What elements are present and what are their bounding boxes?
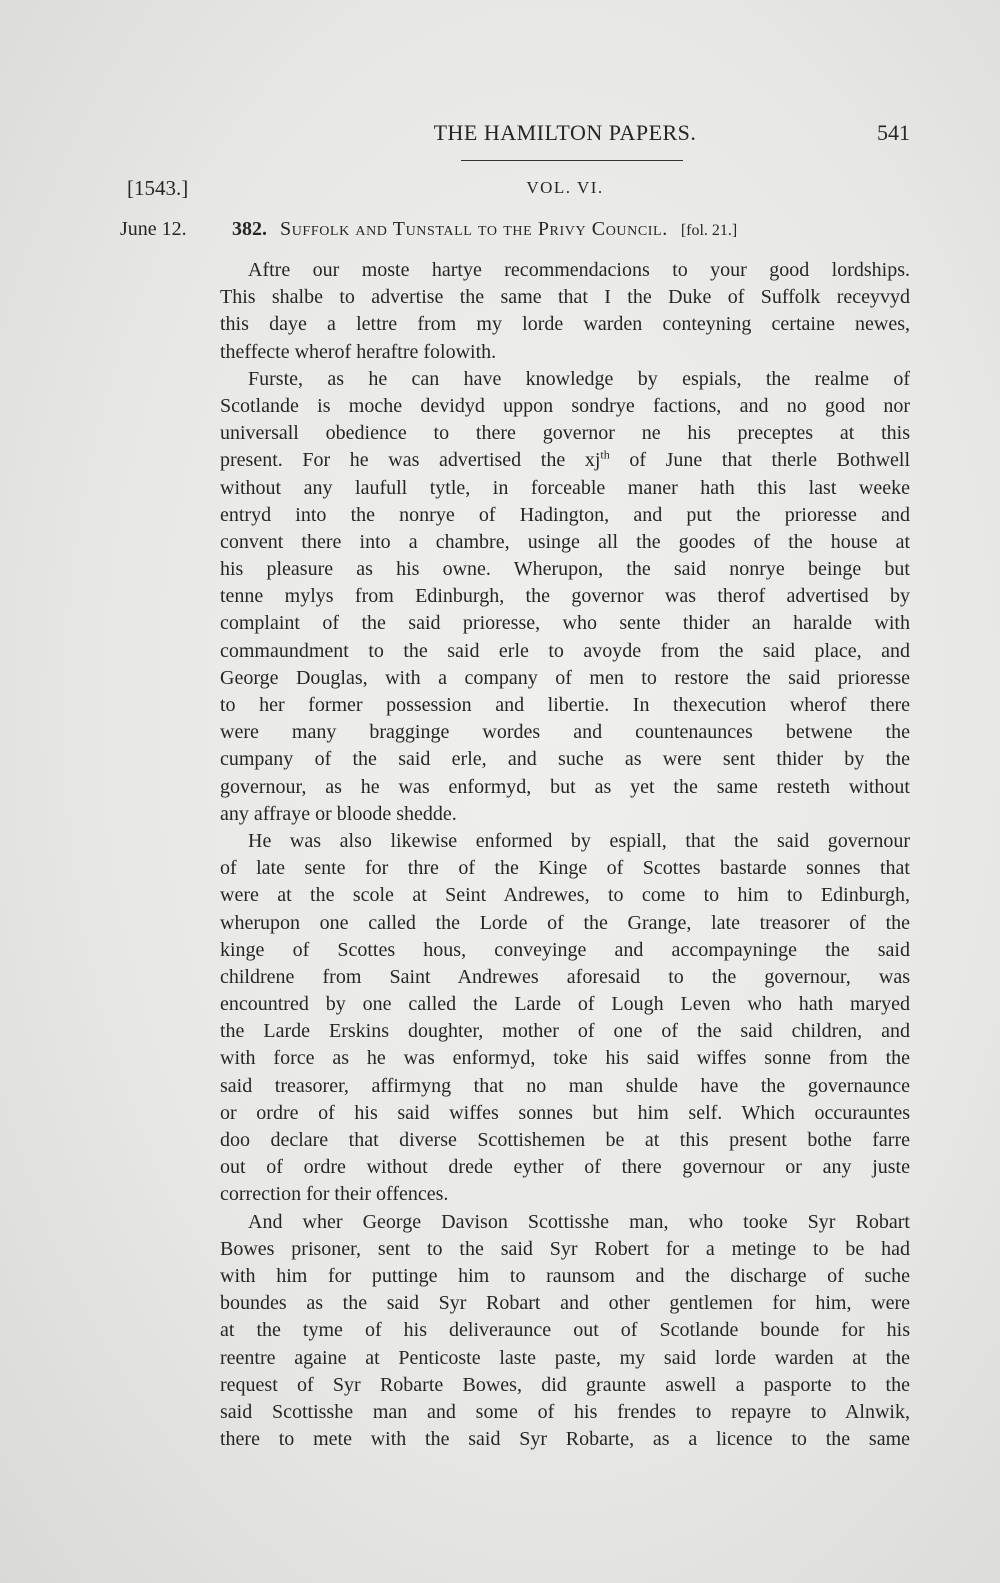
text-line: doo declare that diverse Scottishemen be at this present bothe farre [220,1129,910,1151]
text-line: wherupon one called the Lorde of the Grange, late treasorer of the [220,911,910,934]
text-line: tenne mylys from Edinburgh, the governor was therof advertised by [220,585,910,608]
text-line: with him for puttinge him to raunsom and the discharge of suche [220,1264,910,1287]
text-line: childrene from Saint Andrewes aforesaid to the governour, was [220,965,910,988]
text-line: boundes as the said Syr Robart and other gentlemen for him, were [220,1292,910,1315]
paragraph-2 [220,366,910,828]
running-head [220,120,910,150]
text-line: universall obedience to there governor ne his preceptes at this [220,422,910,445]
text-line: were many bragginge wordes and countenaunces betwene the [220,721,910,744]
entry-heading [232,218,912,241]
text-line: were at the scole at Seint Andrewes, to come to him to Edinburgh, [220,884,910,907]
year-margin-note: [1543.] [127,176,189,200]
text-line: theffecte wherof heraftre folowith. [220,340,497,363]
text-line: of late sente for thre of the Kinge of Scottes bastarde sonnes that [220,857,910,880]
text-line: there to mete with the said Syr Robarte, as a licence to the same [220,1428,910,1451]
text-line: without any laufull tytle, in forceable maner hath this last weeke [220,476,910,499]
text-line: any affraye or bloode shedde. [220,802,457,825]
page-number: 541 [877,120,910,145]
text-line: And wher George Davison Scottisshe man, who tooke Syr Robart [248,1210,910,1233]
text-line: George Douglas, with a company of men to restore the said prioresse [220,666,910,689]
entry-date: June 12. [120,218,187,240]
text-line: Scotlande is moche devidyd uppon sondrye factions, and no good nor [220,394,910,417]
text-line: convent there into a chambre, usinge all the goodes of the house at [220,530,910,553]
text-fragment: present. For he was advertised the xj [220,449,601,472]
folio-reference: [fol. 21.] [680,222,738,239]
text-line: kinge of Scottes hous, conveyinge and accompayninge the said [220,938,910,961]
text-line: reentre againe at Penticoste laste paste, my said lorde warden at the [220,1346,910,1369]
text-line: He was also likewise enformed by espiall, that the said governour [248,829,910,852]
text-line: to her former possession and libertie. In thexecution wherof there [220,694,910,716]
text-line: complaint of the said prioresse, who sente thider an haralde with [220,612,910,635]
running-title: THE HAMILTON PAPERS. [433,120,697,145]
text-line: entryd into the nonrye of Hadington, and put the prioresse and [220,503,910,526]
volume-label: VOL. VI. [526,178,604,197]
header-rule [461,160,683,161]
superscript: th [600,447,610,462]
paragraph-1 [220,257,910,366]
text-line: with force as he was enformyd, toke his said wiffes sonne from the [220,1047,910,1070]
paragraph-3 [220,828,910,1209]
text-line: at the tyme of his deliveraunce out of Scotlande bounde for his [220,1319,910,1342]
text-line: correction for their offences. [220,1183,449,1206]
text-line: or ordre of his said wiffes sonnes but him self. Which occurauntes [220,1101,910,1124]
text-line: out of ordre without drede eyther of there governour or any juste [220,1156,910,1179]
text-line: This shalbe to advertise the same that I the Duke of Suffolk receyvyd [220,286,910,309]
text-fragment: of June that therle Bothwell [609,449,911,472]
text-line: cumpany of the said erle, and suche as were sent thider by the [220,748,910,771]
text-line: encountred by one called the Larde of Lough Leven who hath maryed [220,993,910,1016]
text-line: commaundment to the said erle to avoyde from the said place, and [220,639,910,662]
letter-body [220,257,910,1453]
text-line: request of Syr Robarte Bowes, did graunte aswell a pasporte to the [220,1373,910,1396]
text-line: the Larde Erskins doughter, mother of one of the said children, and [220,1020,910,1043]
text-line [220,447,910,474]
text-line: Aftre our moste hartye recommendacions to your good lordships. [248,259,910,281]
entry-number: 382. [232,218,267,240]
text-line: his pleasure as his owne. Wherupon, the said nonrye beinge but [220,558,910,581]
text-line: Bowes prisoner, sent to the said Syr Robert for a metinge to be had [220,1237,910,1260]
paragraph-4 [220,1209,910,1454]
text-line: Furste, as he can have knowledge by espials, the realme of [248,367,910,390]
text-line: this daye a lettre from my lorde warden conteyning certaine newes, [220,313,910,336]
text-line: said Scottisshe man and some of his frendes to repayre to Alnwik, [220,1400,910,1423]
text-line: governour, as he was enformyd, but as yet the same resteth without [220,775,910,798]
text-line: said treasorer, affirmyng that no man shulde have the governaunce [220,1074,910,1097]
entry-title: Suffolk and Tunstall to the Privy Council. [280,218,668,240]
